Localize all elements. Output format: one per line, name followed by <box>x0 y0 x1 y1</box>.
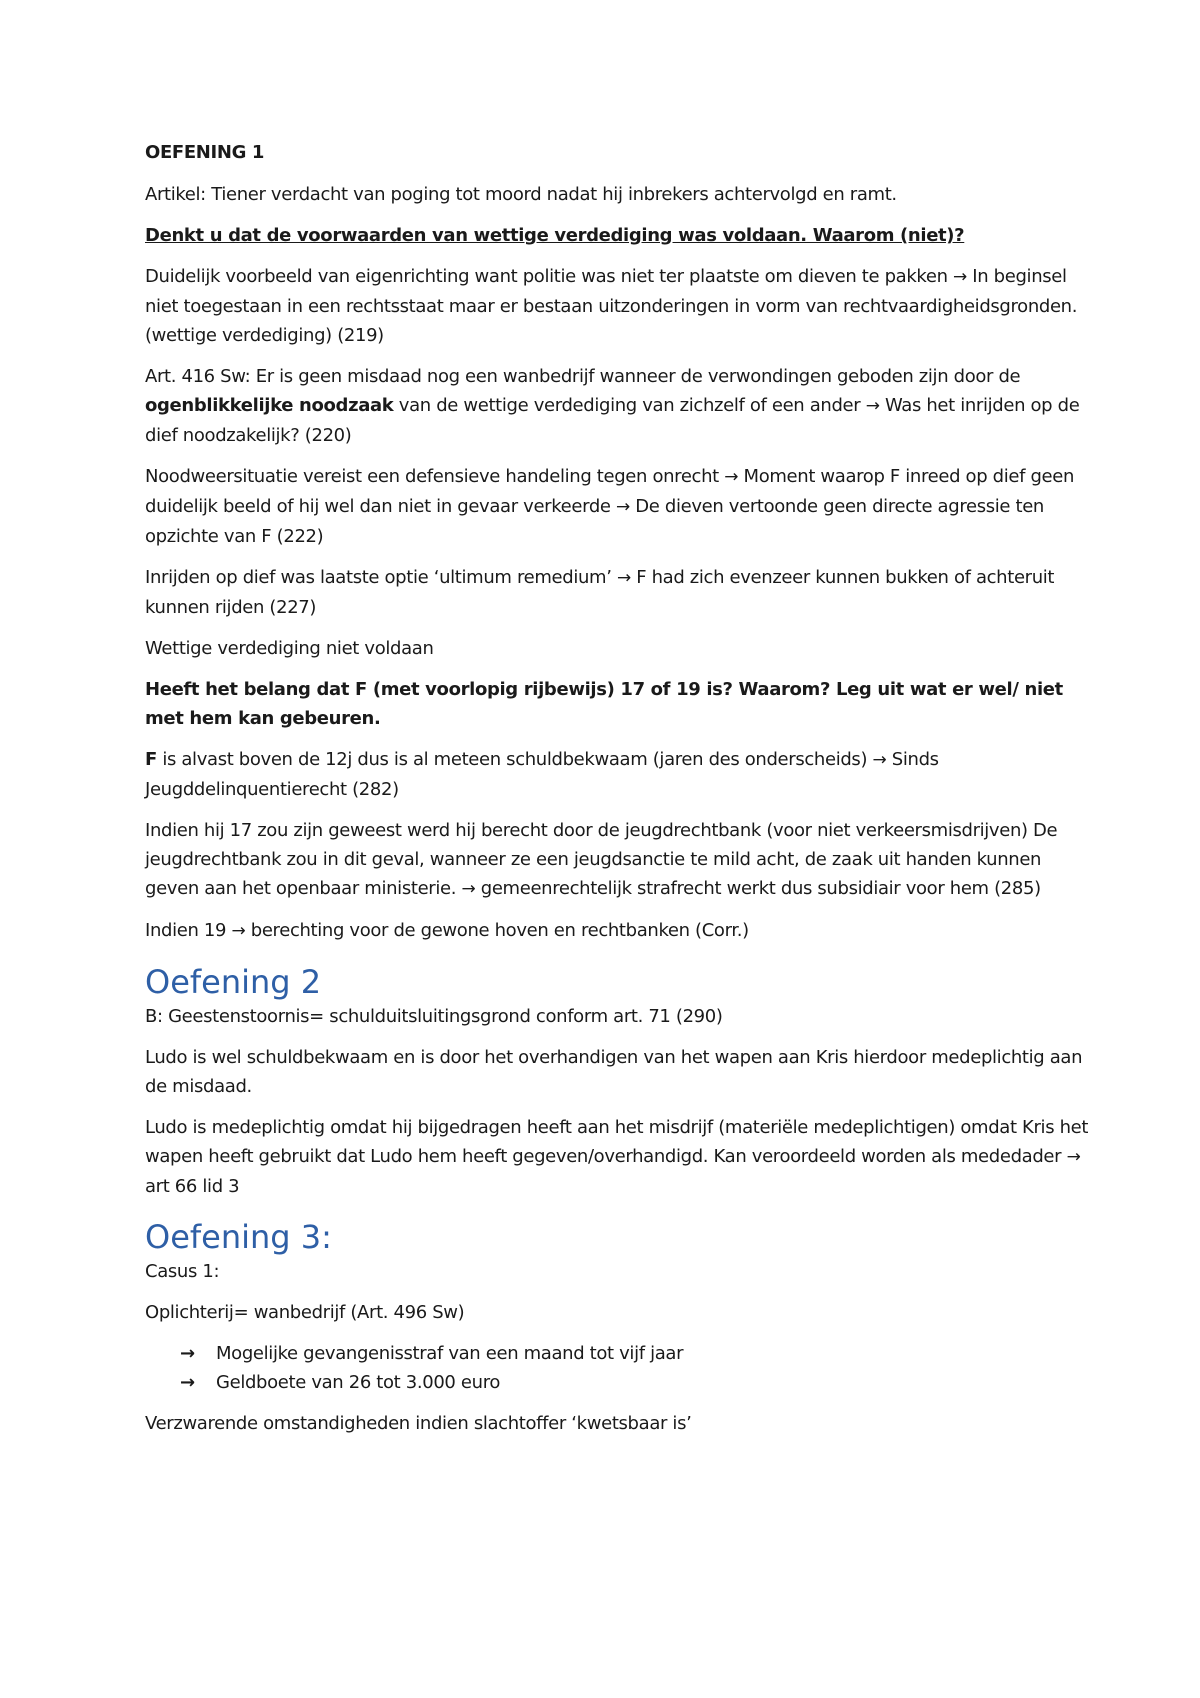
question-1: Denkt u dat de voorwaarden van wettige verdediging was voldaan. Waarom (niet)? <box>145 225 965 246</box>
arrow-icon: → <box>865 396 880 416</box>
paragraph-noodweersituatie: Noodweersituatie vereist een defensieve handeling tegen onrecht → Moment waarop F inreed op dief geen duidelijk beeld of hij wel dan niet in gevaar verkeerde → De dieven vertoonde geen directe agressie ten opzichte van F (222) <box>145 466 1075 547</box>
arrow-bullet-icon: → <box>180 1372 195 1393</box>
list-item: → Geldboete van 26 tot 3.000 euro <box>180 1368 1095 1397</box>
arrow-icon: → <box>872 750 887 770</box>
arrow-icon: → <box>231 921 246 941</box>
question-2: Heeft het belang dat F (met voorlopig rijbewijs) 17 of 19 is? Waarom? Leg uit wat er wel/ niet met hem kan gebeuren. <box>145 679 1063 729</box>
paragraph-indien-19: Indien 19 → berechting voor de gewone hoven en rechtbanken (Corr.) <box>145 920 749 941</box>
paragraph-geestenstoornis: B: Geestenstoornis= schulduitsluitingsgrond conform art. 71 (290) <box>145 1006 723 1027</box>
arrow-icon: → <box>616 568 631 588</box>
arrow-bullet-icon: → <box>180 1343 195 1364</box>
arrow-icon: → <box>953 267 967 287</box>
paragraph-verzwarende: Verzwarende omstandigheden indien slachtoffer ‘kwetsbaar is’ <box>145 1413 692 1434</box>
paragraph-conclusion: Wettige verdediging niet voldaan <box>145 638 434 659</box>
arrow-icon: → <box>1066 1147 1081 1167</box>
document-page <box>145 138 1095 1450</box>
exercise-2-heading: Oefening 2 <box>145 963 322 1001</box>
paragraph-indien-17: Indien hij 17 zou zijn geweest werd hij berecht door de jeugdrechtbank (voor niet verkeersmisdrijven) De jeugdrechtbank zou in dit geval, wanneer ze een jeugdsanctie te mild acht, de zaak uit handen kunnen geven aan het openbaar ministerie. → gemeenrechtelijk strafrecht werkt dus subsidiair voor hem (285) <box>145 820 1058 899</box>
paragraph-schuldbekwaam: F is alvast boven de 12j dus is al meteen schuldbekwaam (jaren des onderscheids) → Sinds Jeugddelinquentierecht (282) <box>145 749 939 800</box>
paragraph-ludo-schuldbekwaam: Ludo is wel schuldbekwaam en is door het overhandigen van het wapen aan Kris hierdoor medeplichtig aan de misdaad. <box>145 1047 1083 1097</box>
exercise-1-title: OEFENING 1 <box>145 142 265 163</box>
paragraph-eigenrichting: Duidelijk voorbeeld van eigenrichting want politie was niet ter plaatste om dieven te pakken → In beginsel niet toegestaan in een rechtsstaat maar er bestaan uitzonderingen in vorm van rechtvaardigheidsgronden. (wettige verdediging) (219) <box>145 266 1078 346</box>
paragraph-ultimum-remedium: Inrijden op dief was laatste optie ‘ultimum remedium’ → F had zich evenzeer kunnen bukken of achteruit kunnen rijden (227) <box>145 567 1055 618</box>
paragraph-art-416: Art. 416 Sw: Er is geen misdaad nog een wanbedrijf wanneer de verwondingen geboden zijn door de ogenblikkelijke noodzaak van de wettige verdediging van zichzelf of een ander → Was het inrijden op de dief noodzakelijk? (220) <box>145 366 1080 446</box>
casus-label: Casus 1: <box>145 1261 220 1282</box>
arrow-icon: → <box>461 879 476 899</box>
exercise-3-heading: Oefening 3: <box>145 1218 332 1256</box>
paragraph-oplichterij: Oplichterij= wanbedrijf (Art. 496 Sw) <box>145 1302 465 1323</box>
arrow-icon: → <box>616 497 630 517</box>
article-line: Artikel: Tiener verdacht van poging tot moord nadat hij inbrekers achtervolgd en ramt. <box>145 184 897 205</box>
arrow-icon: → <box>724 467 739 487</box>
penalty-list <box>145 1339 1095 1397</box>
paragraph-ludo-medeplichtig: Ludo is medeplichtig omdat hij bijgedragen heeft aan het misdrijf (materiële medeplichtigen) omdat Kris het wapen heeft gebruikt dat Ludo hem heeft gegeven/overhandigd. Kan veroordeeld worden als mededader → art 66 lid 3 <box>145 1117 1089 1197</box>
list-item: → Mogelijke gevangenisstraf van een maand tot vijf jaar <box>180 1339 1095 1368</box>
